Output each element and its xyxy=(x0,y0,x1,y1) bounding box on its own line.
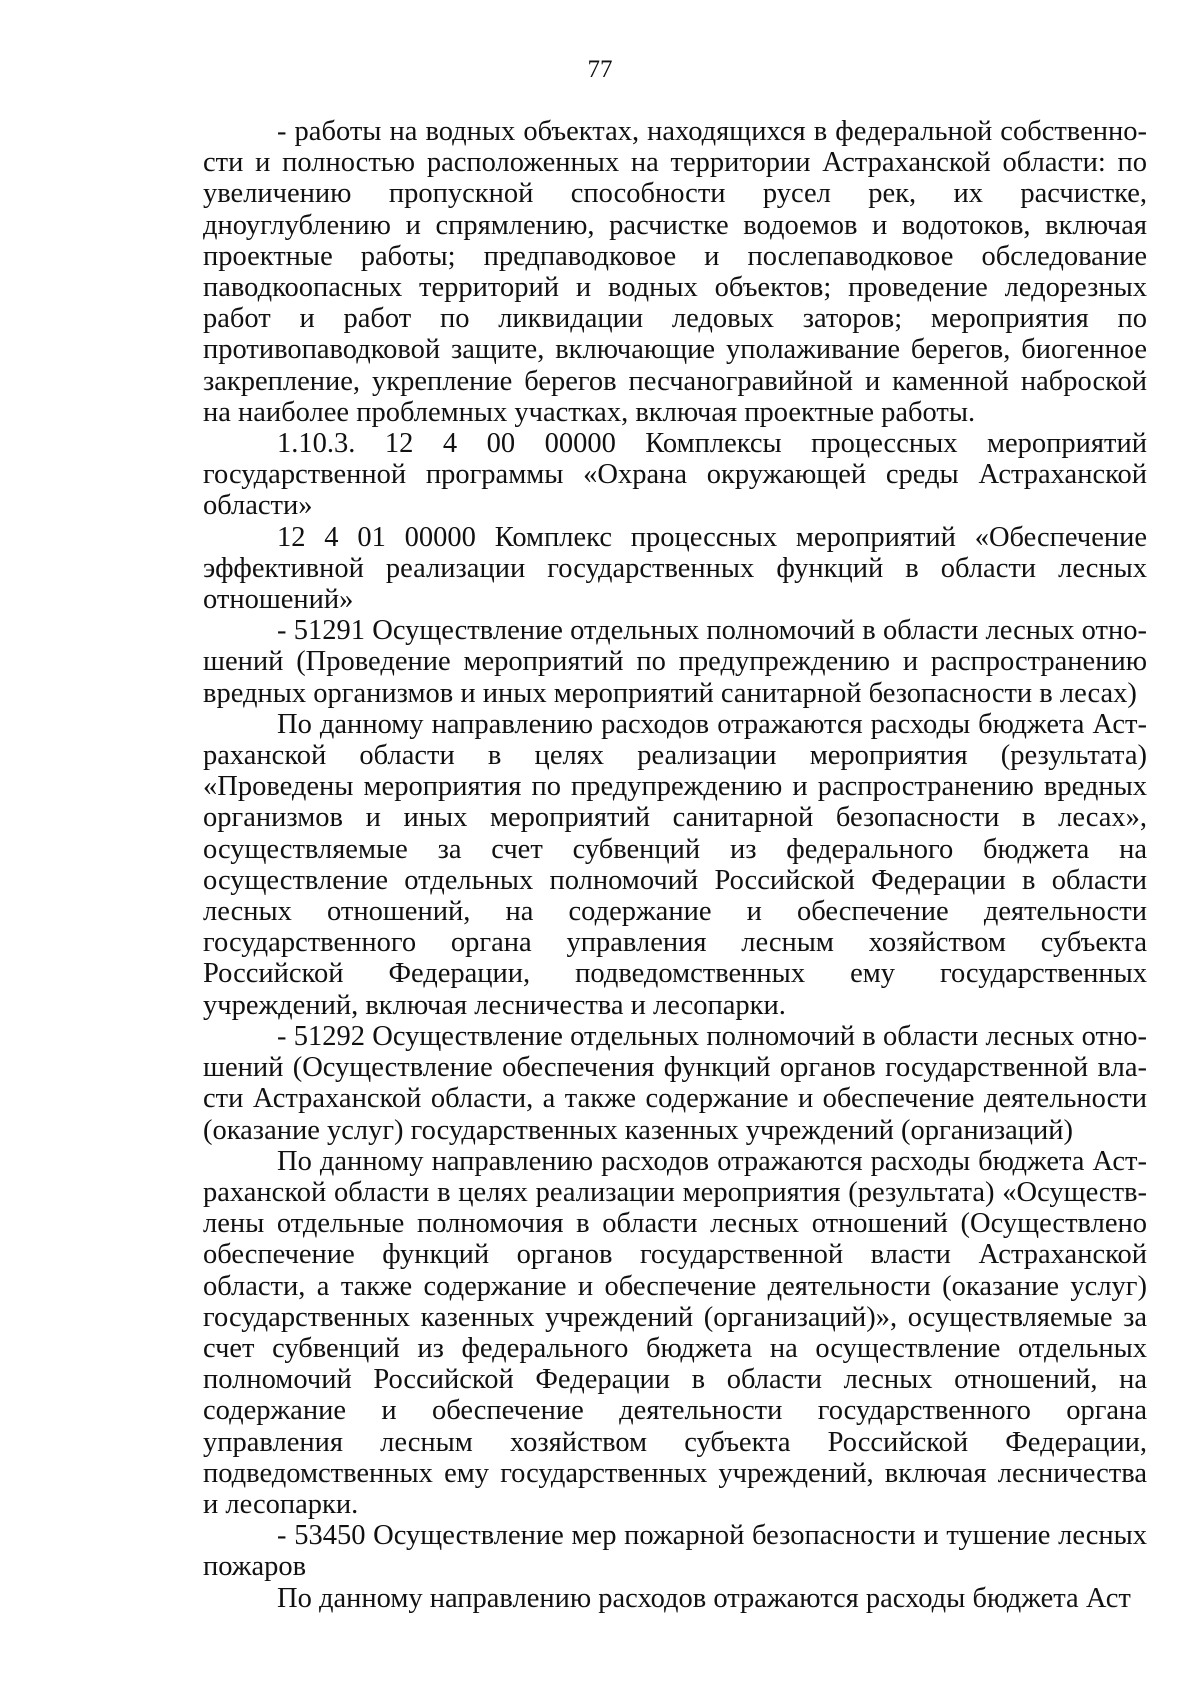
paragraph-complex-12-4-01: 12 4 01 00000 Комплекс процессных мероприятий «Обеспечение эффективной реализации государственных функций в области лесных отношений» xyxy=(203,521,1147,616)
paragraph-item-53450: - 53450 Осуществление мер пожарной безопасности и тушение лесных пожаров xyxy=(203,1520,1147,1583)
document-body xyxy=(203,116,1147,1614)
paragraph-description-51291: По данному направлению расходов отражаются расходы бюджета Астраханской области в целях реализации мероприятия (результата) «Проведены мероприятия по предупреждению и распространению вредных организмов и иных мероприятий санитарной безопасности в лесах», осуществляемые за счет субвенций из федерального бюджета на осуществление отдельных полномочий Российской Федерации в области лесных отношений, на содержание и обеспечение деятельности государственного органа управления лесным хозяйством субъекта Российской Федерации, подведомственных ему государственных учреждений, включая лесничества и лесопарки. xyxy=(203,708,1147,1021)
paragraph-description-51292: По данному направлению расходов отражаются расходы бюджета Астраханской области в целях реализации мероприятия (результата) «Осуществлены отдельные полномочия в области лесных отношений (Осуществлено обеспечение функций органов государственной власти Астраханской области, а также содержание и обеспечение деятельности (оказание услуг) государственных казенных учреждений (организаций)», осуществляемые за счет субвенций из федерального бюджета на осуществление отдельных полномочий Российской Федерации в области лесных отношений, на содержание и обеспечение деятельности государственного органа управления лесным хозяйством субъекта Российской Федерации, подведомственных ему государственных учреждений, включая лесничества и лесопарки. xyxy=(203,1145,1147,1520)
paragraph-water-works: - работы на водных объектах, находящихся в федеральной собственности и полностью расположенных на территории Астраханской области: по увеличению пропускной способности русел рек, их расчистке, дноуглублению и спрямлению, расчистке водоемов и водотоков, включая проектные работы; предпаводковое и послепаводковое обследование паводкоопасных территорий и водных объектов; проведение ледорезных работ и работ по ликвидации ледовых заторов; мероприятия по противопаводковой защите, включающие уполаживание берегов, биогенное закрепление, укрепление берегов песчаногравийной и каменной наброской на наиболее проблемных участках, включая проектные работы. xyxy=(203,116,1147,428)
paragraph-description-53450: По данному направлению расходов отражаются расходы бюджета Аст xyxy=(277,1582,1131,1614)
page-number: 77 xyxy=(587,56,613,83)
paragraph-item-51292: - 51292 Осуществление отдельных полномочий в области лесных отношений (Осуществление обеспечения функций органов государственной власти Астраханской области, а также содержание и обеспечение деятельности (оказание услуг) государственных казенных учреждений (организаций) xyxy=(203,1020,1147,1146)
paragraph-item-51291: - 51291 Осуществление отдельных полномочий в области лесных отношений (Проведение мероприятий по предупреждению и распространению вредных организмов и иных мероприятий санитарной безопасности в лесах) xyxy=(203,615,1147,709)
paragraph-section-heading-1-10-3: 1.10.3. 12 4 00 00000 Комплексы процессных мероприятий государственной программы «Охрана окружающей среды Астраханской области» xyxy=(203,428,1147,522)
